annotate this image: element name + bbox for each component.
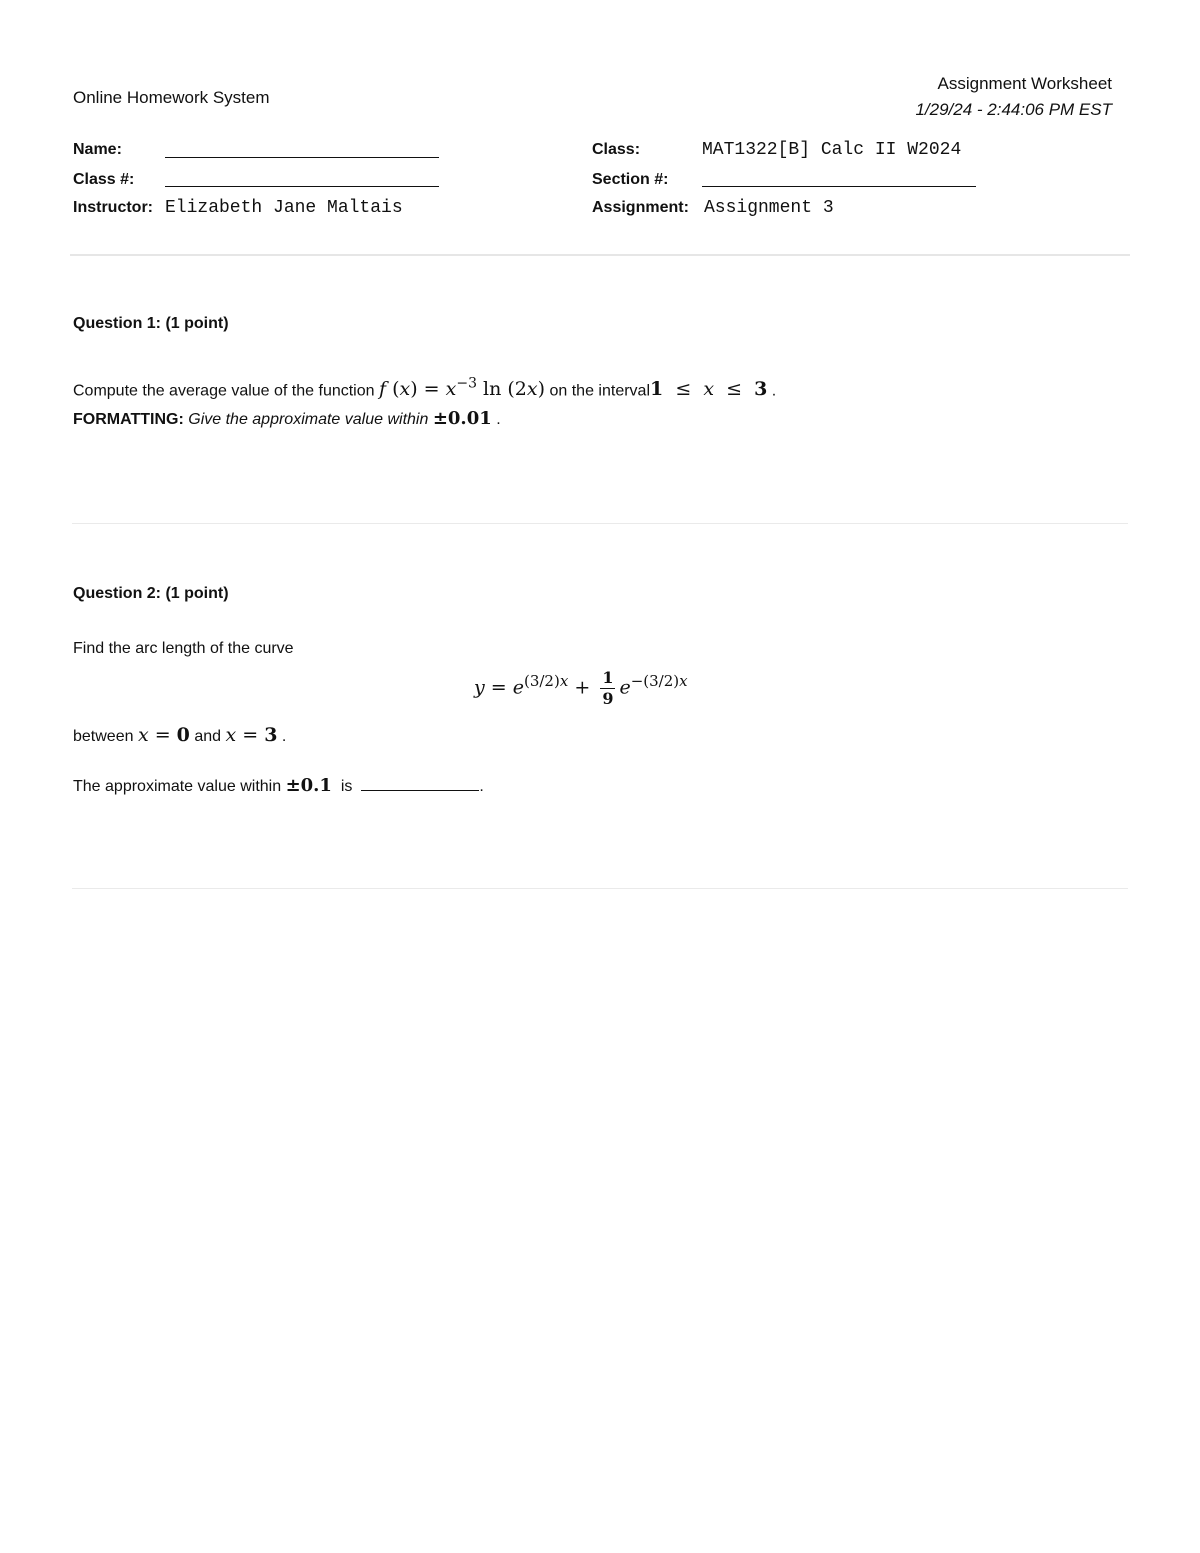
interval-formula: 1 ≤ x ≤ 3 (650, 378, 768, 401)
name-label: Name: (73, 141, 122, 158)
question-1-divider (72, 523, 1128, 524)
answer-blank[interactable] (361, 776, 479, 791)
instructor-label: Instructor: (73, 199, 153, 216)
class-number-label: Class #: (73, 171, 135, 188)
function-formula: f $(x) = x^{-3}$ ln (2x) (378, 376, 546, 401)
approx-text: The approximate value within (73, 778, 282, 795)
formatting-text: Give the approximate value within (188, 411, 429, 428)
assignment-label: Assignment: (592, 199, 689, 216)
tolerance-q1: ±0.01 (432, 408, 492, 429)
section-blank (702, 186, 976, 187)
question-2-prompt: Find the arc length of the curve (73, 640, 294, 657)
question-1-text: Compute the average value of the function f $(x) = x^{-3}$ ln (2x) on the interval1 ≤ x ≤ 3 . (73, 376, 777, 401)
formatting-note: FORMATTING: Give the approximate value within ±0.01 . (73, 408, 501, 429)
tolerance-q2: ±0.1 (285, 775, 332, 796)
question-1-text-before: Compute the average value of the function (73, 382, 375, 400)
between-word: between (73, 728, 134, 745)
question-2-heading: Question 2: (1 point) (73, 585, 229, 602)
system-name: Online Homework System (73, 88, 270, 107)
assignment-value: Assignment 3 (704, 198, 834, 218)
worksheet-title: Assignment Worksheet (937, 74, 1112, 93)
answer-line: The approximate value within ±0.1 is . (73, 775, 484, 796)
and-word: and (194, 728, 222, 745)
timestamp: 1/29/24 - 2:44:06 PM EST (915, 100, 1112, 119)
question-2-divider (72, 888, 1128, 889)
class-value: MAT1322[B] Calc II W2024 (702, 140, 962, 160)
is-word: is (340, 778, 353, 795)
header-divider (70, 254, 1130, 256)
name-blank (165, 157, 439, 158)
curve-equation: $y = e^{(3/2)x}$ + $\frac{1}{9}$ $e^{-(3/2)x}$ (474, 668, 688, 708)
class-number-blank (165, 186, 439, 187)
bounds-line: between x = 0 and x = 3 . (73, 724, 287, 746)
formatting-label: FORMATTING: (73, 411, 184, 428)
question-1-text-middle: on the interval (549, 382, 650, 400)
one-ninth-fraction: $\frac{1}{9}$ (602, 668, 614, 708)
section-label: Section #: (592, 171, 669, 188)
class-label: Class: (592, 141, 641, 158)
question-1-heading: Question 1: (1 point) (73, 315, 229, 332)
instructor-value: Elizabeth Jane Maltais (165, 198, 403, 218)
